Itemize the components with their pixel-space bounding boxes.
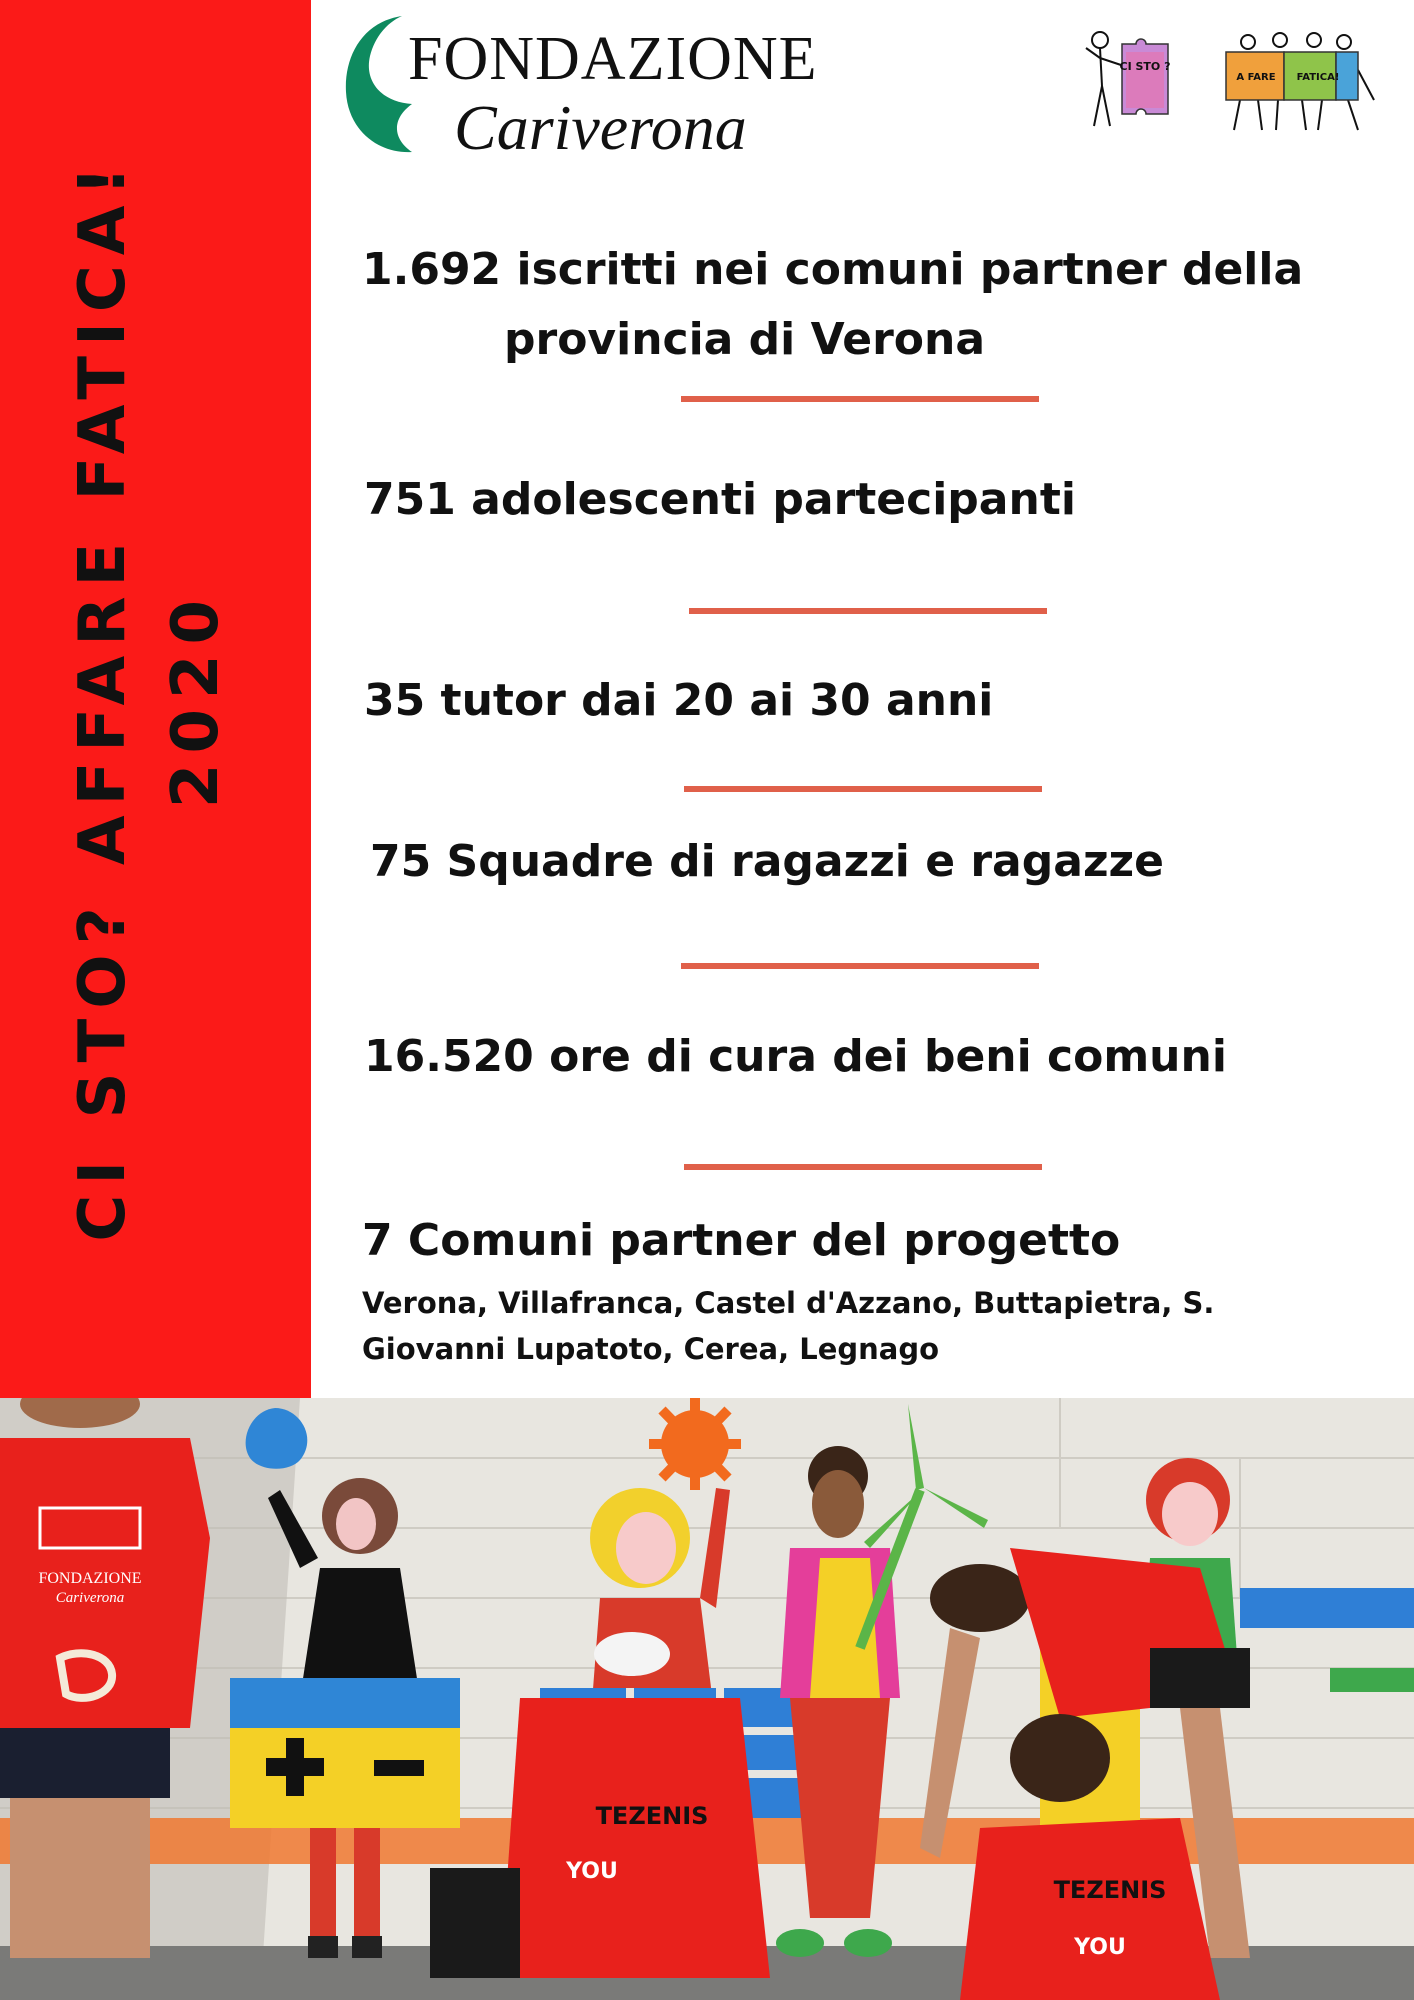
shirt-text-you-2: YOU (1074, 1935, 1126, 1960)
mural-painting-photo (0, 1398, 1414, 2000)
sidebar-title: CI STO? AFFARE FATICA! (66, 156, 140, 1242)
stat-adolescenti-text: 751 adolescenti partecipanti (364, 474, 1076, 525)
shirt-text-tezenis-1: TEZENIS (595, 1802, 709, 1830)
sidebar-year: 2020 (159, 589, 233, 809)
red-sidebar (0, 0, 311, 1398)
mascot-ci-sto-text: CI STO ? (1119, 60, 1171, 73)
logo-text-cariverona: Cariverona (454, 92, 747, 163)
stat-comuni-text: 7 Comuni partner del progetto (362, 1215, 1121, 1266)
logo-text-fondazione: FONDAZIONE (408, 25, 818, 93)
divider (684, 786, 1042, 792)
stat-iscritti-line1: 1.692 iscritti nei comuni partner della (362, 244, 1304, 295)
affare-fatica-puzzle-mascot-icon (1218, 30, 1378, 134)
stat-squadre-text: 75 Squadre di ragazzi e ragazze (370, 836, 1164, 887)
partners-line-2: Giovanni Lupatoto, Cerea, Legnago (362, 1332, 940, 1366)
divider (681, 396, 1039, 402)
shirt-text-cariverona: Cariverona (55, 1590, 125, 1606)
ci-sto-puzzle-mascot-icon (1082, 26, 1182, 132)
fondazione-cariverona-logo (342, 12, 862, 163)
stat-iscritti-line2: provincia di Verona (504, 314, 986, 365)
divider (689, 608, 1047, 614)
shirt-text-fondazione: FONDAZIONE (38, 1570, 142, 1587)
divider (681, 963, 1039, 969)
shirt-text-you-1: YOU (566, 1859, 618, 1884)
mascot-affare-text: A FARE (1236, 72, 1276, 83)
partners-list (362, 1280, 1372, 1372)
divider (684, 1164, 1042, 1170)
stat-tutor-text: 35 tutor dai 20 ai 30 anni (364, 675, 994, 726)
shirt-text-tezenis-2: TEZENIS (1053, 1876, 1167, 1904)
stat-ore-text: 16.520 ore di cura dei beni comuni (364, 1031, 1227, 1082)
mascot-fatica-text: FATICA! (1296, 72, 1340, 83)
partners-line-1: Verona, Villafranca, Castel d'Azzano, Buttapietra, S. (362, 1286, 1215, 1320)
